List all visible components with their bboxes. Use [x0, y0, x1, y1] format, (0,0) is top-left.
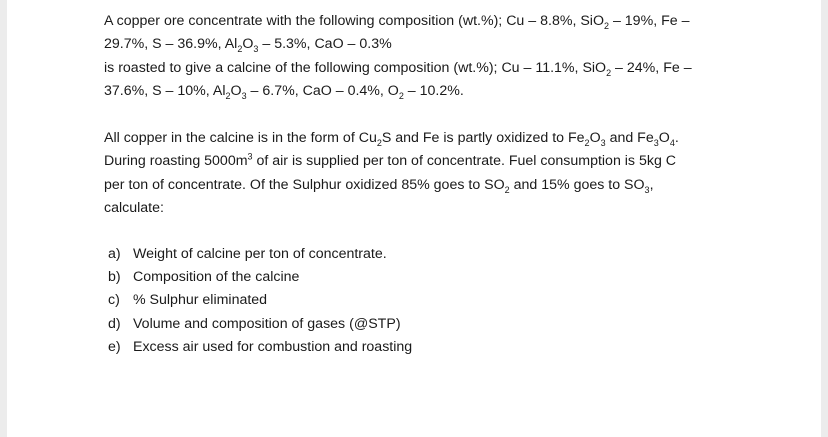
- conc-al2o3-value: 5.3%,: [274, 36, 311, 53]
- cond-text-4: .: [674, 130, 679, 147]
- cond-text-8: and 15% goes to SO: [509, 176, 645, 193]
- question-text: Weight of calcine per ton of concentrate.: [133, 245, 387, 262]
- calc-cao-value: 0.4%,: [347, 83, 384, 100]
- calc-sio2-value: 24%,: [626, 59, 660, 76]
- intro-text: A copper ore concentrate with the following composition (wt.%);: [104, 13, 507, 29]
- cond-text-9: ,: [649, 176, 654, 193]
- list-item: [108, 243, 804, 266]
- calc-cu-name: Cu: [501, 59, 520, 76]
- conc-sio2-name: SiO$_2$: [580, 13, 610, 31]
- document-body: [104, 10, 804, 360]
- calc-sio2-name: SiO$_2$: [582, 59, 612, 78]
- cond-text-5: During roasting 5000m: [104, 153, 248, 170]
- calc-fe-name: Fe: [663, 59, 680, 76]
- calc-o2-name: $O_2$: [387, 83, 404, 102]
- list-item: [108, 266, 804, 289]
- conc-fe-value: 29.7%,: [104, 36, 149, 53]
- cond-text-1: All copper in the calcine is in the form of Cu: [104, 130, 377, 147]
- conc-cao-name: CaO: [314, 36, 344, 53]
- calc-s-value: 10%,: [177, 83, 210, 100]
- question-list: [104, 243, 804, 360]
- list-item: [108, 336, 804, 359]
- paragraph-gap: [104, 104, 804, 127]
- calculate-label: calculate:: [104, 200, 164, 217]
- calc-s-name: S: [152, 83, 162, 100]
- conc-s-name: S: [152, 36, 162, 53]
- conc-al2o3-name: $Al_2O_3$: [224, 36, 259, 55]
- left-frame-border: [0, 0, 7, 437]
- question-marker: c): [108, 292, 120, 309]
- question-marker: d): [108, 315, 121, 332]
- calc-cao-name: CaO: [302, 83, 332, 100]
- calc-al2o3-name: $Al_2O_3$: [212, 83, 247, 102]
- question-text: Volume and composition of gases (@STP): [133, 315, 401, 332]
- question-text: Excess air used for combustion and roasting: [133, 339, 413, 356]
- calc-fe-value: 37.6%,: [104, 83, 149, 100]
- conc-s-value: 36.9%,: [177, 36, 222, 53]
- question-marker: b): [108, 269, 121, 286]
- cond-text-2: S and Fe is partly oxidized to Fe: [381, 130, 585, 147]
- question-marker: a): [108, 245, 121, 262]
- cond-text-6: of air is supplied per ton of concentrate. Fuel consumption is 5kg C: [252, 153, 677, 170]
- conc-fe-name: Fe: [661, 13, 678, 29]
- calc-cu-value: 11.1%,: [535, 59, 579, 76]
- cond-text-7: per ton of concentrate. Of the Sulphur oxidized 85% goes to SO: [104, 176, 505, 193]
- question-text: % Sulphur eliminated: [133, 292, 268, 309]
- list-item: [108, 313, 804, 336]
- conc-cu-name: Cu: [506, 13, 525, 29]
- right-frame-border: [821, 0, 828, 437]
- conc-cu-value: 8.8%,: [540, 13, 577, 29]
- list-gap: [104, 221, 804, 243]
- cond-text-3: and Fe: [605, 130, 654, 147]
- list-item: [108, 289, 804, 312]
- conc-cao-value: 0.3%: [359, 36, 392, 53]
- calc-o2-value: 10.2%.: [419, 83, 464, 100]
- paragraph-calcine: is roasted to give a calcine of the following composition (wt.%); Cu – 11.1%, SiO$_2$ – 24%, Fe – 37.6%, S – 10%, $Al_2O_3 - 6.7\%$, CaO – 0.4%, $O_2 - 10.2\%$.: [104, 59, 692, 102]
- roast-intro-text: is roasted to give a calcine of the following composition (wt.%);: [104, 59, 502, 76]
- paragraph-concentrate: A copper ore concentrate with the following composition (wt.%); Cu – 8.8%, SiO$_2$ – 19%, Fe – 29.7%, S – 36.9%, $Al_2O_3 - 5.3\%$, CaO – 0.3%: [104, 13, 690, 55]
- paragraph-conditions: All copper in the calcine is in the form of $Cu_2S$ and Fe is partly oxidized to $Fe_2O_3$ and $Fe_3O_4$. During roasting $5000m^3$ of air is supplied per ton of concentrate. Fuel consumption is 5kg C per ton of concentrate. Of the Sulphur oxidized 85% goes to $SO_2$ and 15% goes to $SO_3$, calculate:: [104, 130, 679, 217]
- calc-al2o3-value: 6.7%,: [262, 83, 299, 100]
- conc-sio2-value: 19%,: [624, 13, 658, 29]
- question-marker: e): [108, 339, 121, 356]
- question-text: Composition of the calcine: [133, 269, 300, 286]
